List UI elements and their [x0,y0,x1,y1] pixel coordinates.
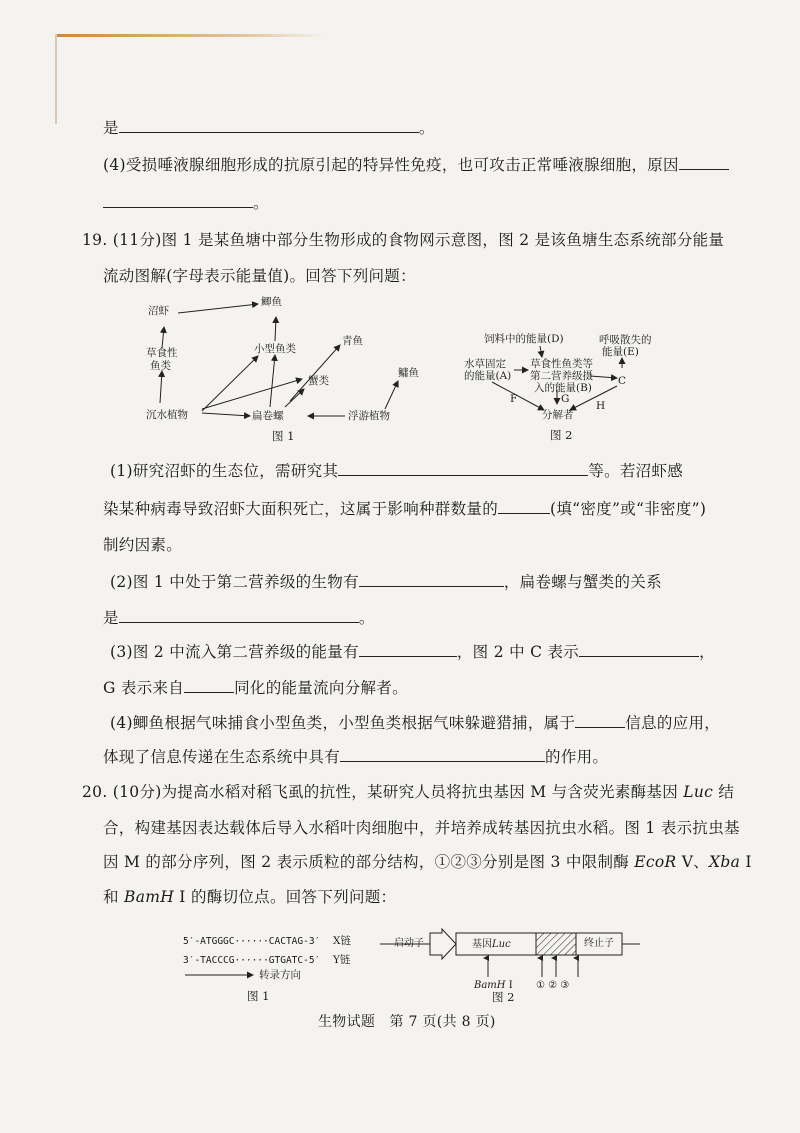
node-plankton: 浮游植物 [348,410,390,422]
node-fixed-energy-1: 水草固定 [464,358,506,370]
node-crucian: 鲫鱼 [261,296,282,308]
chain-y-label: Y链 [333,954,351,966]
luc-gene-label: 基因Luc [472,939,511,950]
node-bighead: 鳙鱼 [398,367,419,379]
node-respiration-2: 能量(E) [602,346,639,358]
seq-y: 3′-TACCCG······GTGATC-5′ [183,955,321,966]
page-edge-left [55,34,57,124]
q20-line-4: 和 BamH Ⅰ 的酶切位点。回答下列问题： [103,888,397,906]
q19-4-line-1: (4)鲫鱼根据气味捕食小型鱼类，小型鱼类根据气味躲避猎捕，属于 信息的应用， [110,714,721,732]
food-web-arrows [140,295,440,445]
node-intake-2: 第二营养级摄 [530,370,593,382]
page-footer: 生物试题 第 7 页(共 8 页) [318,1014,496,1030]
node-crab: 蟹类 [308,375,329,387]
node-g: G [561,393,570,405]
node-feed-energy: 饲料中的能量(D) [484,333,564,345]
q19-1-line-1: (1)研究沼虾的生态位，需研究其 等。若沼虾感 [110,462,684,480]
cut-sites-label: ① ② ③ [536,980,570,991]
node-herbivore-fish-1: 草食性 [146,347,178,359]
fig1-caption: 图 1 [272,429,295,443]
node-fixed-energy-2: 的能量(A) [464,370,512,382]
node-intake-1: 草食性鱼类等 [530,358,593,370]
q20-line-2: 合，构建基因表达载体后导入水稻叶肉细胞中，并培养成转基因抗虫水稻。图 1 表示抗虫基 [103,819,740,837]
energy-flow-figure [462,330,692,445]
promoter-label: 启动子 [394,938,424,949]
q18-line-1: 是 。 [103,119,435,137]
q20-line-3: 因 M 的部分序列，图 2 表示质粒的部分结构，①②③分别是图 3 中限制酶 EcoR Ⅴ、Xba Ⅰ [103,853,752,871]
node-herbivore-fish-2: 鱼类 [150,360,171,372]
node-shrimp: 沼虾 [148,305,169,317]
answer-blank[interactable] [579,642,699,657]
answer-blank[interactable] [119,608,359,623]
node-black-carp: 青鱼 [342,335,363,347]
bamhi-site-label: BamH Ⅰ [474,980,513,991]
q20-line-1: 20. (10分)为提高水稻对稻飞虱的抗性，某研究人员将抗虫基因 M 与含荧光素酶基因 Luc 结 [82,783,735,801]
q19-3-line-1: (3)图 2 中流入第二营养级的能量有 ，图 2 中 C 表示 ， [110,643,715,661]
answer-blank[interactable] [103,193,253,208]
node-intake-3: 入的能量(B) [534,382,592,394]
q19-intro-2: 流动图解(字母表示能量值)。回答下列问题： [103,267,416,285]
q19-intro-1: 19. (11分)图 1 是某鱼塘中部分生物形成的食物网示意图，图 2 是该鱼塘生态系统部分能量 [82,231,725,249]
q18-line-2: (4)受损唾液腺细胞形成的抗原引起的特异性免疫，也可攻击正常唾液腺细胞，原因 [103,155,729,175]
q19-2-line-1: (2)图 1 中处于第二营养级的生物有 ，扁卷螺与蟹类的关系 [110,573,662,591]
q19-4-line-2: 体现了信息传递在生态系统中具有 的作用。 [103,748,609,766]
q19-1-line-2: 染某种病毒导致沼虾大面积死亡，这属于影响种群数量的 (填“密度”或“非密度”) [103,500,707,518]
node-respiration-1: 呼吸散失的 [599,334,652,346]
transcription-direction: 转录方向 [259,969,301,981]
q20-fig1-caption: 图 1 [247,989,270,1003]
answer-blank[interactable] [119,118,419,133]
answer-blank[interactable] [359,572,504,587]
node-small-fish: 小型鱼类 [254,343,296,355]
plasmid-figure [380,927,640,1007]
q19-2-line-2: 是 。 [103,609,375,627]
answer-blank[interactable] [679,155,729,170]
chain-x-label: X链 [333,935,351,947]
answer-blank[interactable] [359,642,457,657]
answer-blank[interactable] [575,713,625,728]
q19-3-line-2: G 表示来自 同化的能量流向分解者。 [103,679,408,697]
node-snail: 扁卷螺 [252,410,284,422]
node-decomposer: 分解者 [542,409,574,421]
node-c: C [618,375,627,387]
food-web-figure [140,295,440,445]
fig2-caption: 图 2 [550,428,573,442]
node-submerged-plant: 沉水植物 [146,409,188,421]
answer-blank[interactable] [338,461,588,476]
q18-line-3: 。 [103,193,269,213]
gene-sequence-figure [175,932,360,1007]
page-edge-shadow [55,34,325,37]
node-h: H [596,400,606,412]
answer-blank[interactable] [498,499,550,514]
answer-blank[interactable] [184,678,234,693]
seq-x: 5′-ATGGGC······CACTAG-3′ [183,936,321,947]
q20-fig2-caption: 图 2 [492,990,515,1004]
answer-blank[interactable] [340,747,545,762]
node-f: F [510,393,518,405]
q19-1-line-3: 制约因素。 [103,536,183,554]
terminator-label: 终止子 [584,938,614,949]
